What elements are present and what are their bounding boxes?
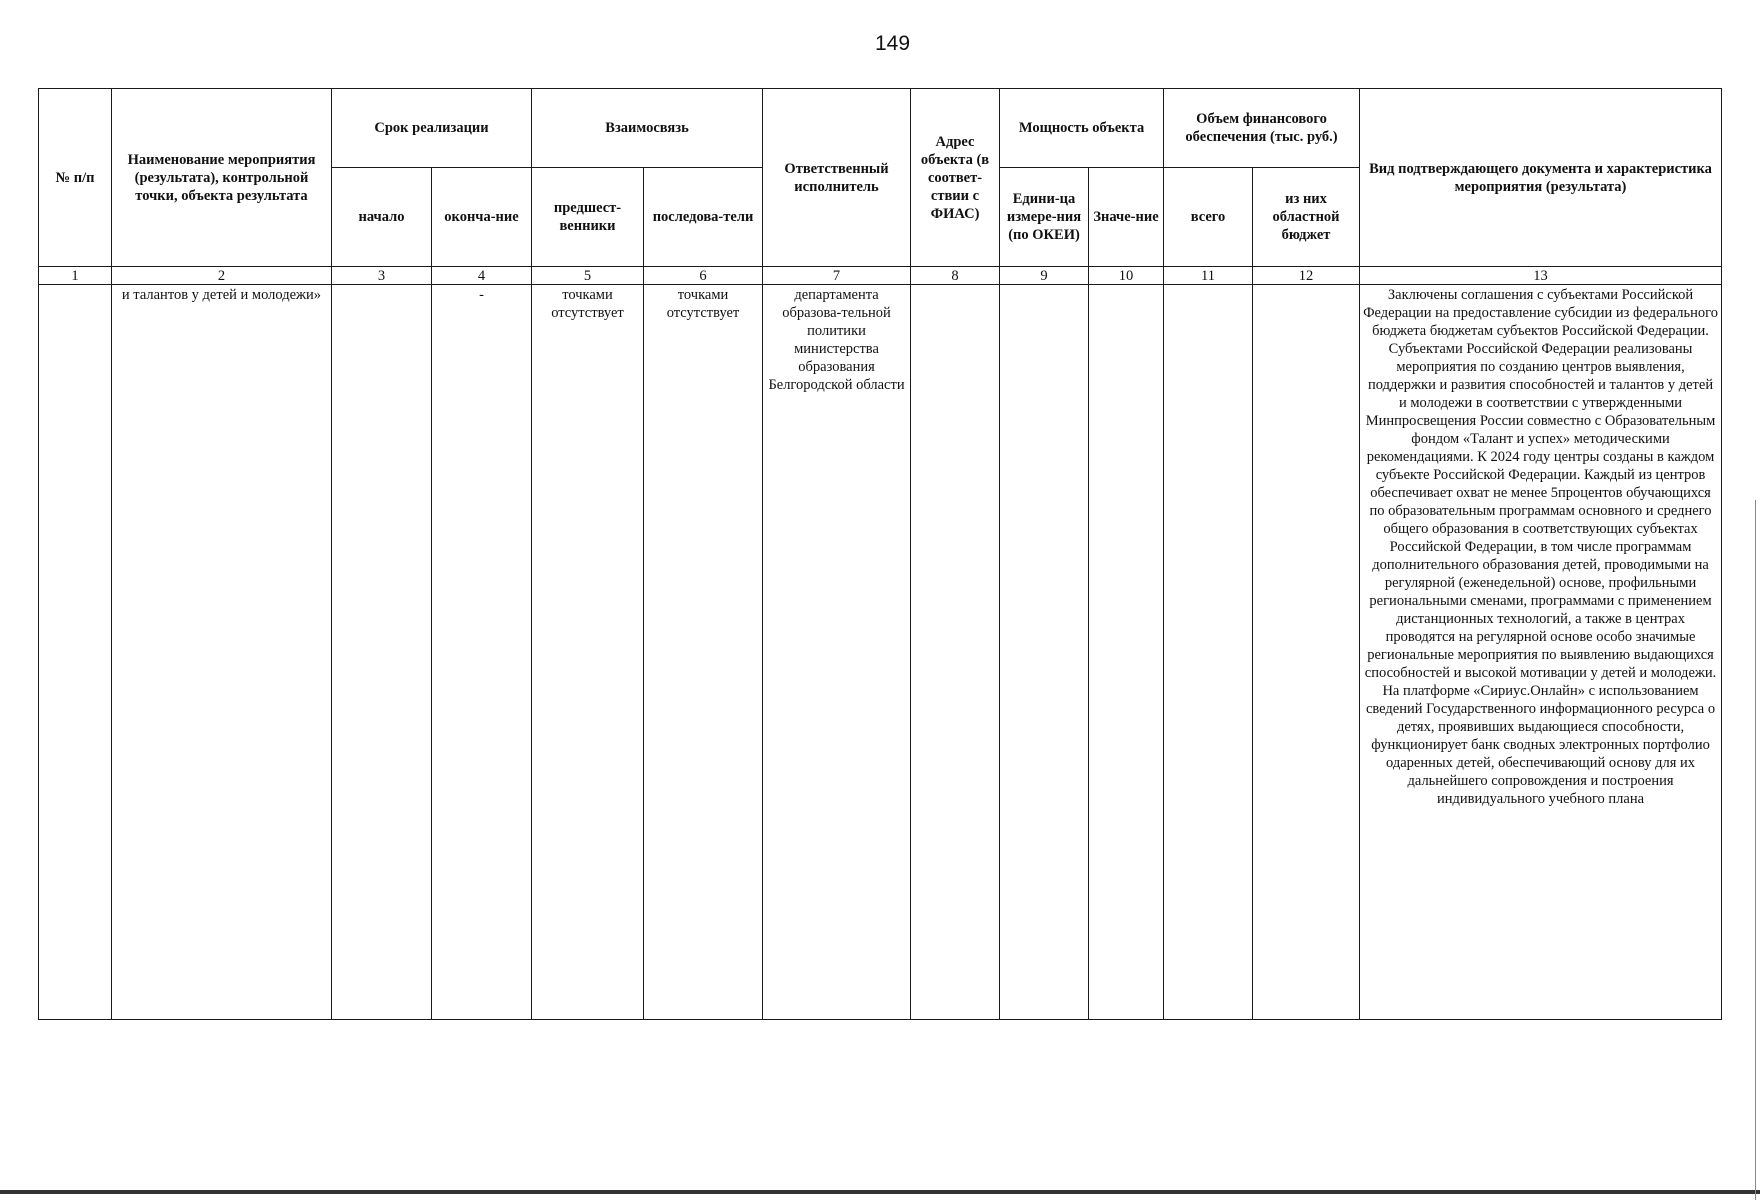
header-term-end: оконча-ние	[432, 168, 532, 267]
header-capacity-value: Значе-ние	[1089, 168, 1164, 267]
cell-doc: Заключены соглашения с субъектами Российской Федерации на предоставление субсидии из федерального бюджета бюджетам субъектов Российской Федерации. Субъектами Российской Федерации реализованы мероприятия по созданию центров выявления, поддержки и развития способностей и талантов у детей и молодежи в соответствии с утвержденными Минпросвещения России совместно с Образовательным фондом «Талант и успех» методическими рекомендациями. К 2024 году центры созданы в каждом субъекте Российской Федерации. Каждый из центров обеспечивает охват не менее 5процентов обучающихся по образовательным программам основного и среднего общего образования в соответствующих субъектах Российской Федерации, в том числе программам дополнительного образования детей, проводимыми на регулярной (еженедельной) основе, профильными региональными сменами, программами с применением дистанционных технологий, а также в центрах проводятся на регулярной основе особо значимые региональные мероприятия по выявлению выдающихся способностей и высокой мотивации у детей и молодежи. На платформе «Сириус.Онлайн» с использованием сведений Государственного информационного ресурса о детях, проявивших выдающиеся способности, функционирует банк сводных электронных портфолио одаренных детей, обеспечивающий основу для их дальнейшего сопровождения и построения индивидуального учебного плана	[1360, 285, 1722, 1020]
cell-name: и талантов у детей и молодежи»	[112, 285, 332, 1020]
header-row-1	[39, 89, 1722, 168]
column-number: 12	[1253, 267, 1360, 285]
cell-address	[911, 285, 1000, 1020]
header-address: Адрес объекта (в соответ-ствии с ФИАС)	[911, 89, 1000, 267]
column-number: 4	[432, 267, 532, 285]
column-number: 8	[911, 267, 1000, 285]
column-number: 10	[1089, 267, 1164, 285]
column-number: 7	[763, 267, 911, 285]
column-number: 11	[1164, 267, 1253, 285]
cell-next: точками отсутствует	[644, 285, 763, 1020]
cell-unit	[1000, 285, 1089, 1020]
header-finance-regional: из них областной бюджет	[1253, 168, 1360, 267]
header-link-next: последова-тели	[644, 168, 763, 267]
table-row	[39, 285, 1722, 1020]
header-num: № п/п	[39, 89, 112, 267]
header-responsible: Ответственный исполнитель	[763, 89, 911, 267]
scan-edge-line	[1755, 500, 1756, 1200]
header-doc: Вид подтверждающего документа и характеристика мероприятия (результата)	[1360, 89, 1722, 267]
column-number: 3	[332, 267, 432, 285]
events-table	[38, 88, 1722, 1020]
cell-prev: точками отсутствует	[532, 285, 644, 1020]
page-edge-divider	[0, 1190, 1760, 1194]
column-number: 6	[644, 267, 763, 285]
column-number: 5	[532, 267, 644, 285]
cell-responsible: департамента образова-тельной политики министерства образования Белгородской области	[763, 285, 911, 1020]
header-term-start: начало	[332, 168, 432, 267]
cell-value	[1089, 285, 1164, 1020]
page-number: 149	[874, 32, 911, 55]
cell-num	[39, 285, 112, 1020]
header-term: Срок реализации	[332, 89, 532, 168]
header-finance: Объем финансового обеспечения (тыс. руб.)	[1164, 89, 1360, 168]
column-number: 9	[1000, 267, 1089, 285]
header-capacity-unit: Едини-ца измере-ния (по ОКЕИ)	[1000, 168, 1089, 267]
header-name: Наименование мероприятия (результата), контрольной точки, объекта результата	[112, 89, 332, 267]
column-number-row	[39, 267, 1722, 285]
column-number: 2	[112, 267, 332, 285]
header-capacity: Мощность объекта	[1000, 89, 1164, 168]
cell-regional	[1253, 285, 1360, 1020]
header-link: Взаимосвязь	[532, 89, 763, 168]
header-link-prev: предшест-венники	[532, 168, 644, 267]
cell-start	[332, 285, 432, 1020]
cell-end: -	[432, 285, 532, 1020]
column-number: 13	[1360, 267, 1722, 285]
cell-total	[1164, 285, 1253, 1020]
column-number: 1	[39, 267, 112, 285]
header-finance-total: всего	[1164, 168, 1253, 267]
